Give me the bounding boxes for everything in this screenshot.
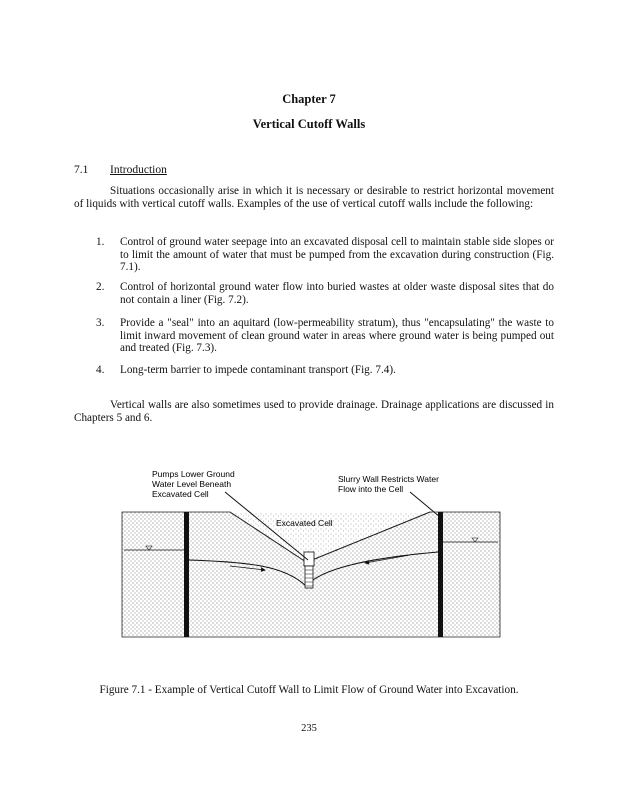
left-slurry-wall [184, 512, 189, 637]
list-item-number: 2. [96, 281, 105, 293]
figure-caption: Figure 7.1 - Example of Vertical Cutoff Wall to Limit Flow of Ground Water into Excavation. [99, 684, 519, 696]
label-pumps-line1: Pumps Lower Ground [152, 469, 235, 479]
pump-well-casing [304, 552, 314, 566]
list-item-text: Control of ground water seepage into an excavated disposal cell to maintain stable side slopes or to limit the amount of water that must be pumped from the excavation during construction (Fig. 7.1). [120, 236, 554, 273]
list-item-number: 1. [96, 236, 105, 248]
label-pumps-line3: Excavated Cell [152, 489, 209, 499]
closing-paragraph [74, 399, 554, 425]
list-item-number: 4. [96, 364, 105, 376]
chapter-heading: Chapter 7 [282, 92, 336, 106]
pump-well-screen [305, 566, 313, 588]
cutoff-wall-diagram [100, 462, 520, 647]
intro-paragraph-text: Situations occasionally arise in which it is necessary or desirable to restrict horizontal movement of liquids with vertical cutoff walls. Examples of the use of vertical cutoff walls include the following: [74, 185, 554, 210]
label-slurry-line1: Slurry Wall Restricts Water [338, 474, 439, 484]
list-item-text: Control of horizontal ground water flow into buried wastes at older waste disposal sites that do not contain a liner (Fig. 7.2). [120, 281, 554, 306]
right-slurry-wall [438, 512, 443, 637]
label-slurry-line2: Flow into the Cell [338, 484, 404, 494]
page-number: 235 [301, 723, 317, 734]
list-item-text: Provide a "seal" into an aquitard (low-permeability stratum), thus "encapsulating" the waste to limit inward movement of clean ground water in areas where ground water is being pumped out and treated (Fig. 7.3). [120, 317, 554, 354]
label-pumps-line2: Water Level Beneath [152, 479, 232, 489]
list-item-number: 3. [96, 317, 105, 329]
section-number: 7.1 [74, 164, 89, 176]
closing-paragraph-text: Vertical walls are also sometimes used to provide drainage. Drainage applications are discussed in Chapters 5 and 6. [74, 399, 554, 424]
list-item-text: Long-term barrier to impede contaminant transport (Fig. 7.4). [120, 364, 396, 376]
intro-paragraph [74, 185, 554, 211]
section-title: Introduction [110, 164, 167, 176]
label-excavated-cell: Excavated Cell [276, 518, 333, 528]
chapter-title: Vertical Cutoff Walls [252, 117, 366, 131]
